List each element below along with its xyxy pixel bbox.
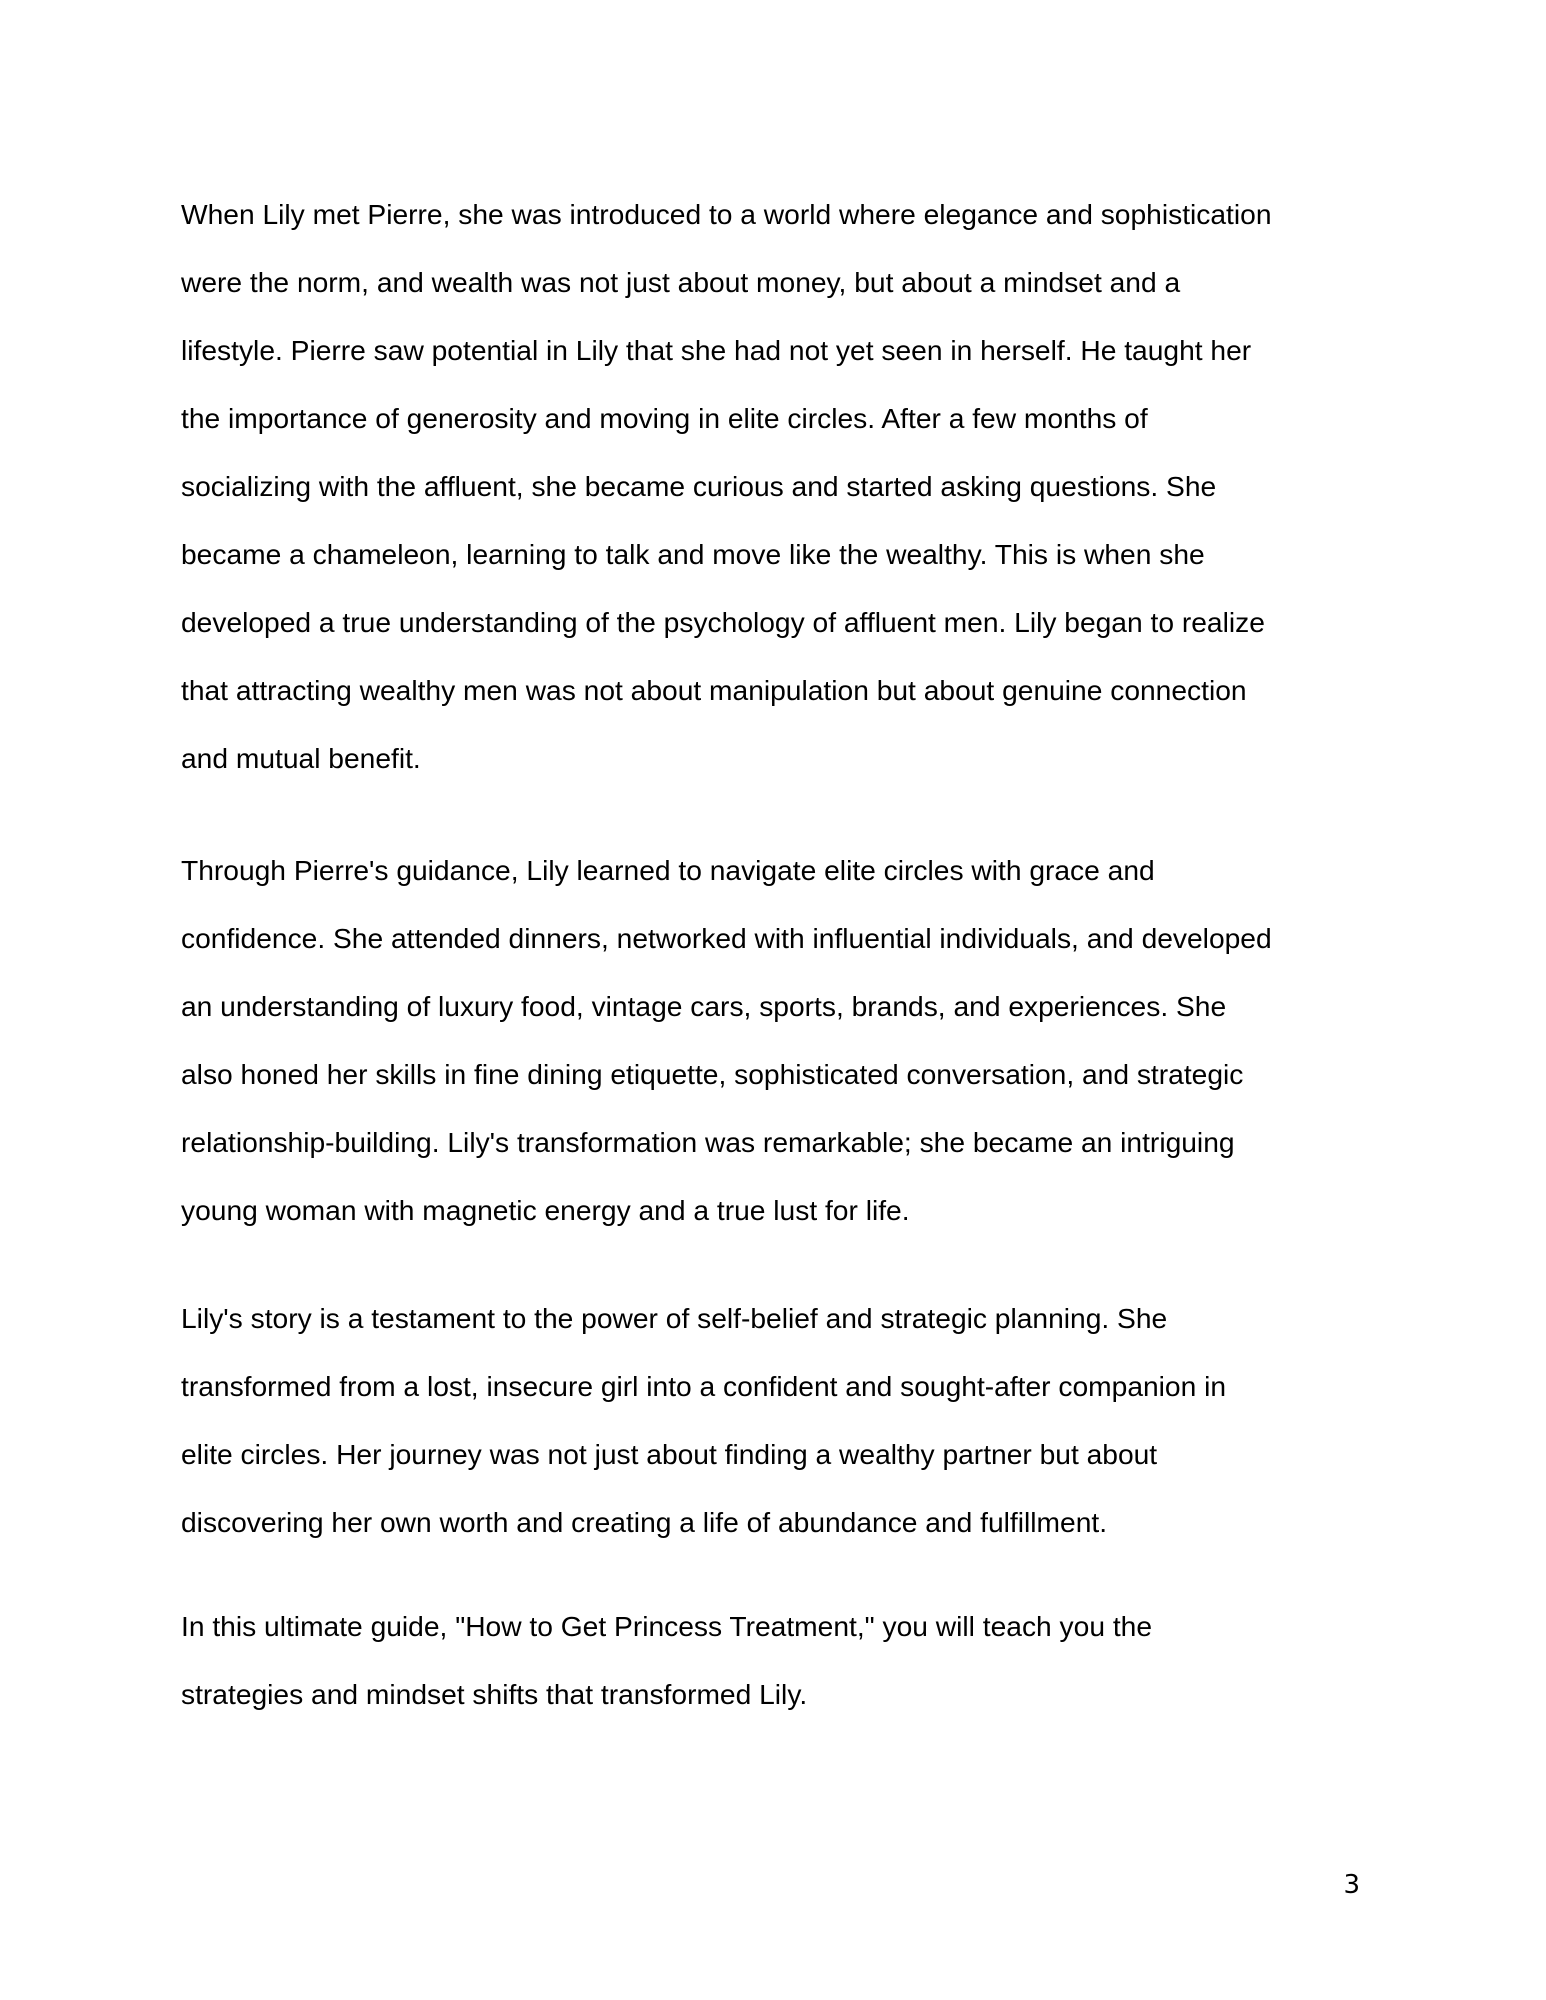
text-line: developed a true understanding of the psychology of affluent men. Lily began to realize	[181, 606, 1265, 638]
paragraph-3	[181, 1284, 1371, 1556]
text-line: elite circles. Her journey was not just about finding a wealthy partner but about	[181, 1438, 1158, 1470]
paragraph-2	[181, 836, 1371, 1244]
text-line: discovering her own worth and creating a life of abundance and fulfillment.	[181, 1506, 1108, 1538]
paragraph-spacer	[181, 1556, 1371, 1592]
text-line: relationship-building. Lily's transformation was remarkable; she became an intriguing	[181, 1126, 1235, 1158]
text-line: that attracting wealthy men was not about manipulation but about genuine connection	[181, 674, 1247, 706]
text-line: became a chameleon, learning to talk and move like the wealthy. This is when she	[181, 538, 1205, 570]
page-number: 3	[1343, 1870, 1360, 1900]
paragraph-1	[181, 180, 1371, 792]
text-line: lifestyle. Pierre saw potential in Lily that she had not yet seen in herself. He taught her	[181, 334, 1252, 366]
text-line: strategies and mindset shifts that transformed Lily.	[181, 1678, 808, 1710]
text-line: were the norm, and wealth was not just about money, but about a mindset and a	[181, 266, 1181, 298]
text-line: In this ultimate guide, "How to Get Princess Treatment," you will teach you the	[181, 1610, 1153, 1642]
text-line: Lily's story is a testament to the power of self-belief and strategic planning. She	[181, 1302, 1168, 1334]
body-text	[181, 180, 1371, 1728]
text-line: socializing with the affluent, she became curious and started asking questions. She	[181, 470, 1217, 502]
text-line: Through Pierre's guidance, Lily learned to navigate elite circles with grace and	[181, 854, 1155, 886]
text-line: the importance of generosity and moving in elite circles. After a few months of	[181, 402, 1148, 434]
paragraph-spacer	[181, 792, 1371, 836]
text-line: young woman with magnetic energy and a true lust for life.	[181, 1194, 910, 1226]
text-line: and mutual benefit.	[181, 742, 421, 774]
text-line: an understanding of luxury food, vintage cars, sports, brands, and experiences. She	[181, 990, 1227, 1022]
text-line: confidence. She attended dinners, networked with influential individuals, and developed	[181, 922, 1272, 954]
text-line: also honed her skills in fine dining etiquette, sophisticated conversation, and strategic	[181, 1058, 1244, 1090]
paragraph-spacer	[181, 1244, 1371, 1284]
paragraph-4	[181, 1592, 1371, 1728]
text-line: When Lily met Pierre, she was introduced to a world where elegance and sophistication	[181, 198, 1272, 230]
text-line: transformed from a lost, insecure girl into a confident and sought-after companion in	[181, 1370, 1227, 1402]
